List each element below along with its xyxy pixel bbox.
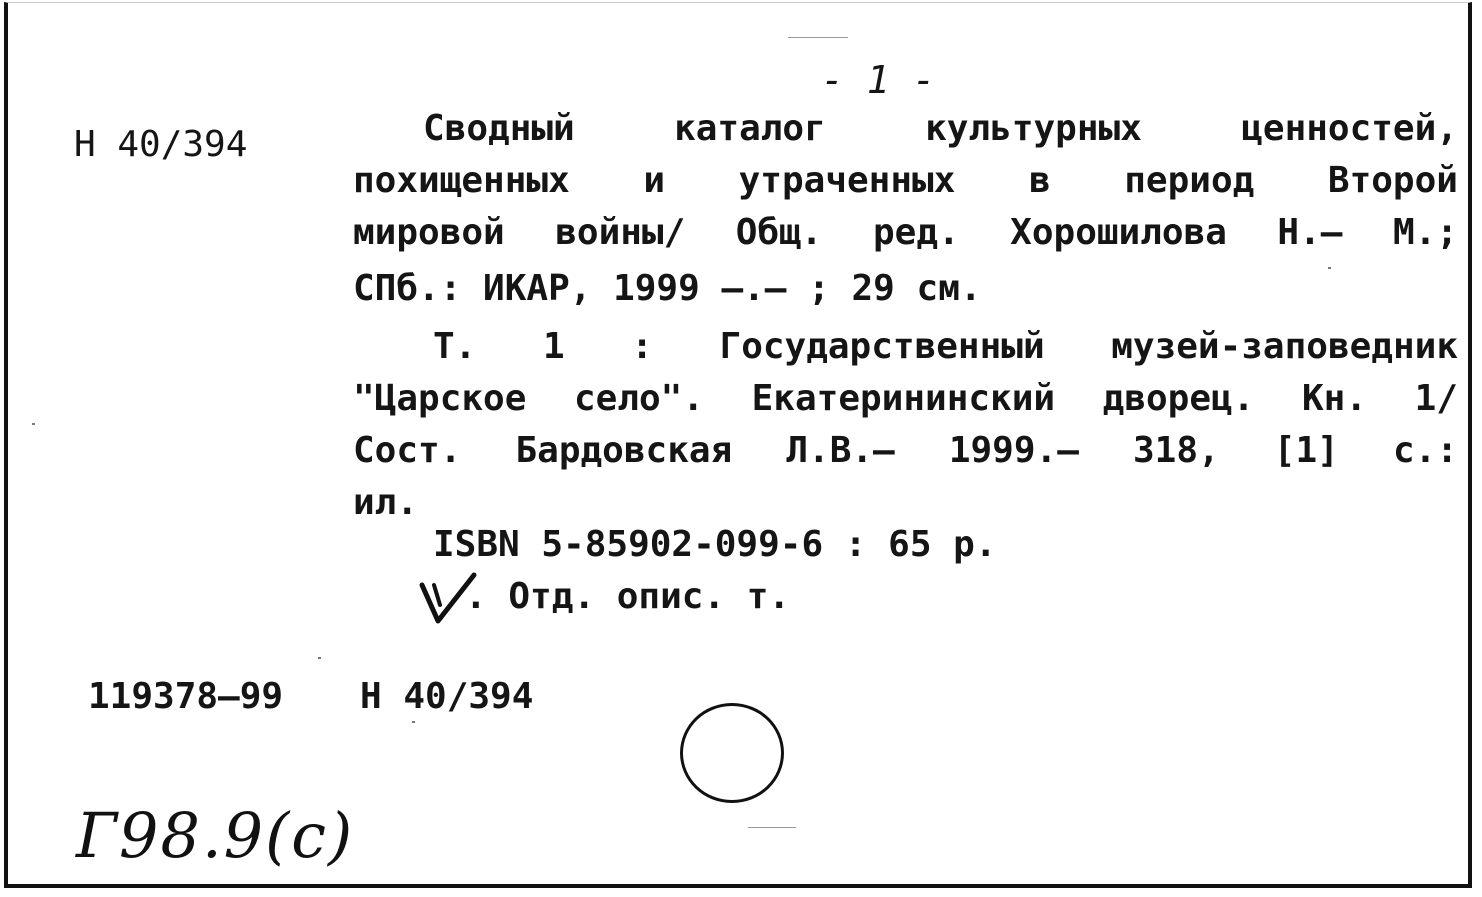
entry-word: период (1124, 160, 1255, 201)
entry-word: Хорошилова (1010, 212, 1227, 253)
entry-word: похищенных (353, 160, 570, 201)
entry-word: [1] (1273, 430, 1339, 471)
scan-speck (32, 423, 35, 425)
entry-word: Н.– (1277, 212, 1343, 253)
entry-line-2 (353, 160, 1458, 211)
scan-speck (1328, 267, 1331, 269)
isbn-line (433, 524, 997, 575)
entry-word: утраченных (738, 160, 956, 201)
entry-word: Сводный (423, 108, 575, 149)
entry-word: Сост. (353, 430, 462, 471)
entry-word: ред. (872, 212, 960, 253)
entry-word: Кн. (1301, 378, 1367, 419)
entry-word: 318, (1132, 430, 1220, 471)
entry-word: село". (573, 378, 705, 419)
entry-word: Бардовская (515, 430, 733, 471)
entry-word: культурных (925, 108, 1142, 149)
scan-speck (788, 37, 848, 38)
entry-word: 1999.– (948, 430, 1079, 471)
entry-word: Общ. (735, 212, 823, 253)
entry-word: музей-заповедник (1111, 326, 1458, 367)
entry-word: : (631, 326, 653, 367)
entry-word: 1/ (1414, 378, 1458, 419)
entry-line-5 (433, 326, 1458, 377)
bibliographic-entry (353, 108, 1458, 617)
entry-word: СПб.: ИКАР, 1999 –.– ; 29 см. (353, 268, 982, 309)
entry-word: в (1028, 160, 1051, 201)
punch-hole (680, 703, 784, 803)
scan-speck (412, 721, 415, 723)
entry-word: "Царское (353, 378, 527, 419)
entry-word: дворец. (1102, 378, 1255, 419)
entry-word: войны/ (555, 212, 686, 253)
entry-line-1 (423, 108, 1458, 159)
entry-line-8 (353, 482, 419, 533)
handwritten-classification: Г98.9(с) (76, 799, 355, 872)
entry-word: каталог (674, 108, 826, 149)
catalog-card (4, 2, 1472, 888)
entry-line-3 (353, 212, 1458, 263)
isbn-price: ISBN 5-85902-099-6 : 65 р. (433, 524, 997, 565)
shelf-mark: Н 40/394 (74, 124, 248, 165)
scan-speck (318, 657, 321, 659)
entry-word: Екатерининский (751, 378, 1056, 419)
entry-word: Т. (433, 326, 477, 367)
entry-word: Государственный (719, 326, 1045, 367)
entry-word: . Отд. опис. т. (465, 576, 791, 617)
entry-word: М.; (1392, 212, 1458, 253)
entry-line-6 (353, 378, 1458, 429)
check-mark-icon (418, 571, 488, 631)
separate-description-note (465, 576, 791, 627)
entry-line-4 (353, 268, 982, 319)
entry-word: Л.В.– (786, 430, 895, 471)
entry-word: мировой (353, 212, 505, 253)
entry-word: и (643, 160, 666, 201)
inventory-number: 119378–99 (88, 676, 284, 717)
entry-word: с.: (1392, 430, 1458, 471)
shelf-mark-bottom: Н 40/394 (360, 676, 534, 717)
entry-word: 1 (542, 326, 565, 367)
entry-word: ил. (353, 482, 419, 523)
entry-line-7 (353, 430, 1458, 481)
page-number: - 1 - (821, 58, 936, 102)
entry-word: ценностей, (1241, 108, 1458, 149)
scan-speck (748, 827, 796, 828)
entry-word: Второй (1327, 160, 1458, 201)
